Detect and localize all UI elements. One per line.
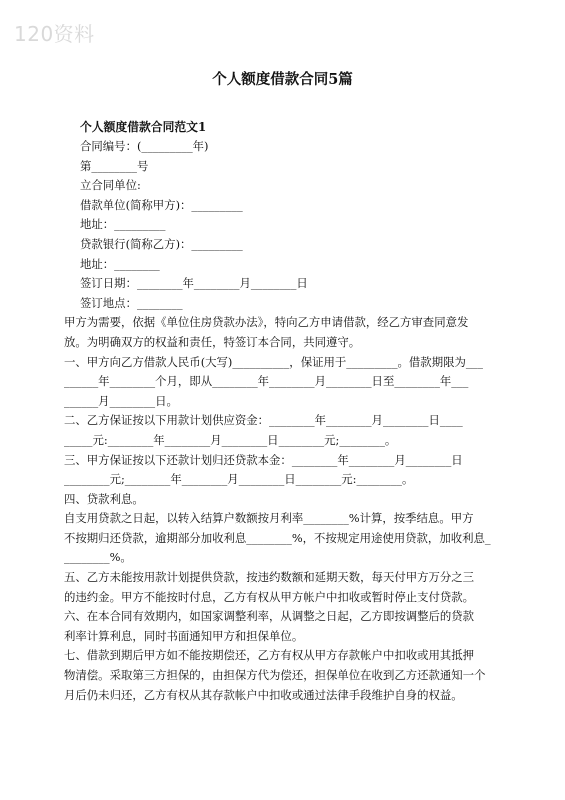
paragraph-line: _____元:________年________月________日________元;________。	[64, 432, 397, 447]
paragraph-line: ______年________个月，即从________年________月________日至________年___	[64, 374, 469, 389]
paragraph-line: 四、贷款利息。	[64, 491, 144, 506]
paragraph-intro	[64, 313, 502, 352]
paragraph-line: 物清偿。采取第三方担保的，由担保方代为偿还，担保单位在收到乙方还款通知一个	[64, 668, 486, 683]
document-body	[64, 118, 500, 705]
paragraph-line: 自支用贷款之日起，以转入结算户数额按月利率________%计算，按季结息。甲方	[64, 511, 474, 526]
paragraph-line: 二、乙方保证按以下用款计划供应资金：________年________月________日____	[64, 413, 463, 428]
contract-sequence-field: 第________号	[80, 158, 149, 173]
watermark: 120资料	[14, 22, 95, 46]
clause-1	[64, 353, 502, 412]
paragraph-line: 不按期归还贷款，逾期部分加收利息________%，不按规定用途使用贷款，加收利息_	[64, 530, 491, 545]
parties-heading: 立合同单位:	[80, 178, 141, 193]
lender-address-field: 地址：________	[80, 256, 160, 271]
borrower-address-field: 地址：_________	[80, 217, 166, 232]
paragraph-line: 三、甲方保证按以下还款计划归还贷款本金：________年________月________日	[64, 452, 463, 467]
signing-place-field: 签订地点：________	[80, 295, 183, 310]
paragraph-line: 的违约金。甲方不能按时付息，乙方有权从甲方帐户中扣收或暂时停止支付贷款。	[64, 589, 475, 604]
lender-bank-field: 贷款银行(简称乙方)：_________	[80, 236, 243, 251]
paragraph-line: 一、甲方向乙方借款人民币(大写)__________，保证用于_________。借款期限为___	[64, 354, 483, 369]
contract-number-field: 合同编号：(_________年)	[80, 139, 209, 153]
clause-6	[64, 607, 502, 646]
paragraph-line: ________%。	[64, 550, 132, 565]
document-title: 个人额度借款合同5篇	[212, 71, 353, 88]
paragraph-line: ________元;________年________月________日________元:________。	[64, 472, 414, 487]
signing-date-field: 签订日期：________年________月________日	[80, 276, 308, 291]
paragraph-line: 月后仍未归还，乙方有权从其存款帐户中扣收或通过法律手段维护自身的权益。	[64, 687, 463, 702]
paragraph-line: ______月________日。	[64, 393, 178, 408]
paragraph-line: 六、在本合同有效期内，如国家调整利率，从调整之日起，乙方即按调整后的贷款	[64, 609, 475, 624]
clause-5	[64, 568, 502, 607]
borrower-field: 借款单位(简称甲方)：_________	[80, 197, 243, 212]
paragraph-line: 甲方为需要，依据《单位住房贷款办法》，特向乙方申请借款，经乙方审查同意发	[64, 315, 469, 330]
clause-4-detail	[64, 509, 502, 568]
paragraph-line: 利率计算利息，同时书面通知甲方和担保单位。	[64, 628, 304, 643]
paragraph-line: 放。为明确双方的权益和责任，特签订本合同，共同遵守。	[64, 334, 361, 349]
clause-2	[64, 411, 502, 450]
clause-7	[64, 646, 502, 705]
clause-3	[64, 451, 502, 490]
clause-4	[64, 490, 502, 510]
paragraph-line: 五、乙方未能按用款计划提供贷款，按违约数额和延期天数，每天付甲方万分之三	[64, 570, 475, 585]
section-title: 个人额度借款合同范文1	[80, 120, 207, 134]
paragraph-line: 七、借款到期后甲方如不能按期偿还，乙方有权从甲方存款帐户中扣收或用其抵押	[64, 648, 475, 663]
